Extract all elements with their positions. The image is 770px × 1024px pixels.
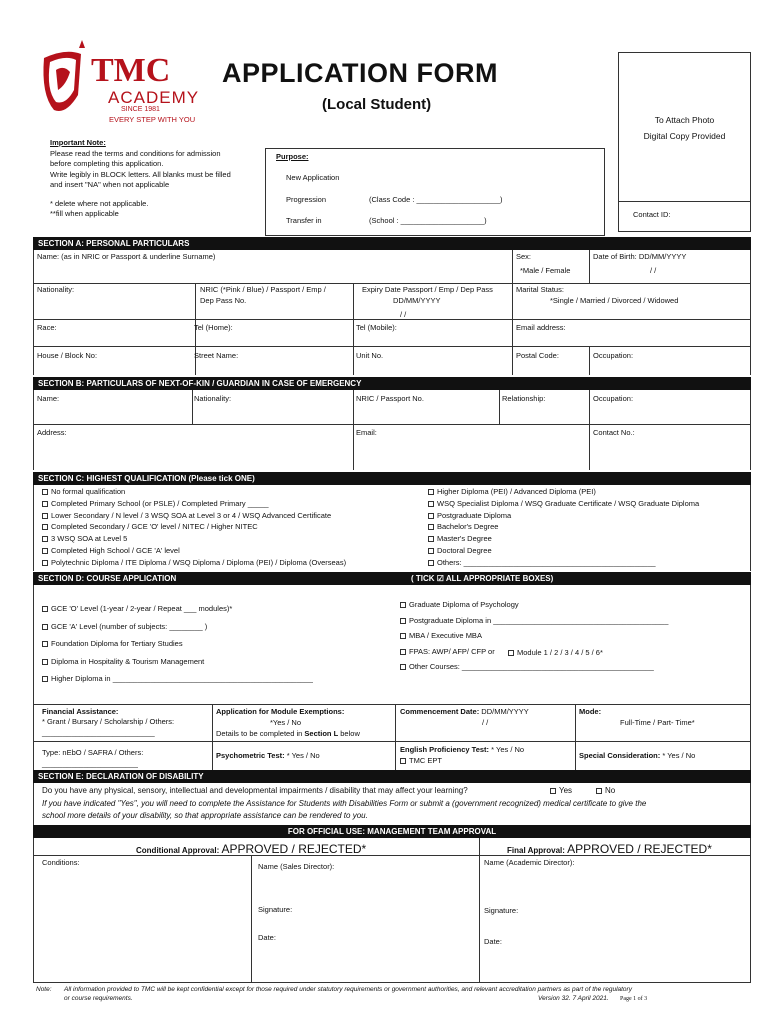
psycho-test[interactable]: Psychometric Test: * Yes / No xyxy=(216,751,320,760)
sex-label: Sex: xyxy=(516,252,532,261)
street-field[interactable]: Street Name: xyxy=(194,351,239,360)
checkbox[interactable] xyxy=(42,641,48,647)
class-code-field[interactable]: (Class Code : ____________________) xyxy=(369,195,503,204)
qualification-option-label: Polytechnic Diploma / ITE Diploma / WSQ Diploma / Diploma (PEI) / Diploma (Overseas) xyxy=(51,557,347,567)
race-field[interactable]: Race: xyxy=(37,323,57,332)
qualification-option-label: 3 WSQ SOA at Level 5 xyxy=(51,534,128,544)
section-a-header: SECTION A: PERSONAL PARTICULARS xyxy=(33,237,751,250)
module-ex-options[interactable]: *Yes / No xyxy=(270,718,301,727)
note-line: Please read the terms and conditions for admission xyxy=(50,148,221,158)
qualification-option-label: Others: ______________________________________________ xyxy=(437,557,656,567)
section-a-frame xyxy=(33,250,751,375)
checkbox[interactable] xyxy=(42,513,48,519)
qualification-option-label: Bachelor's Degree xyxy=(437,522,499,532)
note-delete: * delete where not applicable. xyxy=(50,198,149,208)
note-line: Write legibly in BLOCK letters. All blanks must be filled xyxy=(50,169,231,179)
marital-label: Marital Status: xyxy=(516,285,564,294)
qualification-option[interactable] xyxy=(42,511,331,521)
purpose-progression[interactable]: Progression xyxy=(286,195,327,204)
contact-id-label: Contact ID: xyxy=(633,210,671,219)
course-option[interactable] xyxy=(400,631,482,641)
purpose-heading: Purpose: xyxy=(276,152,309,161)
dob-label: Date of Birth: DD/MM/YYYY xyxy=(593,252,687,261)
qualification-option[interactable] xyxy=(428,546,492,556)
qualification-option-label: Completed High School / GCE 'A' level xyxy=(51,546,180,555)
checkbox[interactable] xyxy=(428,513,434,519)
commence-field[interactable]: / / xyxy=(482,718,489,727)
kin-nationality-field[interactable]: Nationality: xyxy=(194,394,232,403)
module-ex-label: Application for Module Exemptions: xyxy=(216,707,345,716)
kin-nric-field[interactable]: NRIC / Passport No. xyxy=(356,394,424,403)
course-option-label: Graduate Diploma of Psychology xyxy=(409,600,519,609)
logo-text: TMC xyxy=(91,52,171,89)
course-option-label: FPAS: AWP/ AFP/ CFP or xyxy=(409,646,495,656)
note-fill: **fill when applicable xyxy=(50,209,119,218)
qualification-option-label: Doctoral Degree xyxy=(437,546,492,555)
type-blank[interactable]: _______________________ xyxy=(42,759,138,768)
course-option-label: MBA / Executive MBA xyxy=(409,631,482,641)
date-right[interactable]: Date: xyxy=(484,937,502,946)
date-left[interactable]: Date: xyxy=(258,933,276,942)
note-line: and insert "NA" when not applicable xyxy=(50,180,170,189)
official-frame xyxy=(33,838,751,983)
school-field[interactable]: (School : ____________________) xyxy=(369,216,487,225)
checkbox[interactable] xyxy=(42,560,48,566)
qualification-option[interactable] xyxy=(428,522,498,532)
checkbox[interactable] xyxy=(550,788,556,794)
nric-label: NRIC (*Pink / Blue) / Passport / Emp / xyxy=(200,285,326,294)
note-line: before completing this application. xyxy=(50,159,164,168)
photo-box[interactable] xyxy=(618,52,751,232)
footer-note-2: or course requirements. xyxy=(64,995,133,1002)
checkbox[interactable] xyxy=(428,536,434,542)
kin-address-field[interactable]: Address: xyxy=(37,428,67,437)
logo-tagline: EVERY STEP WITH YOU xyxy=(109,115,196,124)
course-option-label: Foundation Diploma for Tertiary Studies xyxy=(51,639,183,648)
qualification-option-label: Master's Degree xyxy=(437,534,492,544)
purpose-new-label: New Application xyxy=(286,173,340,182)
checkbox[interactable] xyxy=(400,664,406,670)
email-field[interactable]: Email address: xyxy=(516,323,566,332)
checkbox[interactable] xyxy=(428,548,434,554)
purpose-box xyxy=(265,148,605,236)
logo-sub: ACADEMY xyxy=(108,88,200,107)
course-option[interactable] xyxy=(400,600,519,610)
course-option[interactable] xyxy=(400,647,495,657)
tel-home-field[interactable]: Tel (Home): xyxy=(194,323,233,332)
form-subtitle: (Local Student) xyxy=(322,96,432,113)
marital-options[interactable]: *Single / Married / Divorced / Widowed xyxy=(550,296,679,305)
sex-options[interactable]: *Male / Female xyxy=(520,266,571,275)
checkbox[interactable] xyxy=(42,501,48,507)
signature-left[interactable]: Signature: xyxy=(258,905,293,914)
course-option[interactable] xyxy=(42,622,207,632)
qualification-option[interactable] xyxy=(42,558,346,568)
academic-director-field[interactable]: Name (Academic Director): xyxy=(484,858,575,867)
course-option-label: Postgraduate Diploma in __________________________________________ xyxy=(409,615,669,625)
name-field[interactable]: Name: (as in NRIC or Passport & underline Surname) xyxy=(37,252,216,261)
module-label: Module 1 / 2 / 3 / 4 / 5 / 6* xyxy=(517,648,603,657)
signature-right[interactable]: Signature: xyxy=(484,906,519,915)
mode-label: Mode: xyxy=(579,707,602,716)
logo-since: SINCE 1981 xyxy=(121,106,160,113)
kin-name-field[interactable]: Name: xyxy=(37,394,60,403)
fin-assist-label: Financial Assistance: xyxy=(42,707,119,716)
nationality-field[interactable]: Nationality: xyxy=(37,285,75,294)
final-approval[interactable]: Final Approval: APPROVED / REJECTED* xyxy=(507,842,712,856)
fpas-module[interactable] xyxy=(508,648,603,658)
nric-label-2: Dep Pass No. xyxy=(200,296,247,305)
checkbox[interactable] xyxy=(42,676,48,682)
purpose-new-app[interactable] xyxy=(286,173,339,182)
purpose-transfer[interactable]: Transfer in xyxy=(286,216,322,225)
checkbox[interactable] xyxy=(400,602,406,608)
fin-assist-blank[interactable]: ___________________________ xyxy=(42,728,155,737)
disability-note-2: school more details of your disability, so that appropriate assistance can be rendered to you. xyxy=(42,811,368,820)
checkbox[interactable] xyxy=(42,659,48,665)
section-d-title: SECTION D: COURSE APPLICATION xyxy=(38,574,177,583)
expiry-label: Expiry Date Passport / Emp / Dep Pass xyxy=(362,285,493,294)
footer-version: Version 32. 7 April 2021. xyxy=(538,995,609,1002)
dob-field[interactable]: / / xyxy=(650,266,657,275)
footer-note-1: All information provided to TMC will be kept confidential except for those required under statutory requirements or government authorities, and relevant accreditation partners as part of the regulatory xyxy=(64,986,632,993)
photo-line2: Digital Copy Provided xyxy=(643,131,726,141)
kin-occupation-field[interactable]: Occupation: xyxy=(593,394,634,403)
checkbox[interactable] xyxy=(42,624,48,630)
checkbox[interactable] xyxy=(508,650,514,656)
qualification-option[interactable] xyxy=(428,558,656,568)
course-option-label: GCE 'A' Level (number of subjects: ________ ) xyxy=(51,621,208,631)
qualification-option-label: Completed Primary School (or PSLE) / Completed Primary _____ xyxy=(51,498,269,508)
checkbox[interactable] xyxy=(42,606,48,612)
note-heading: Important Note: xyxy=(50,138,106,147)
checkbox[interactable] xyxy=(42,489,48,495)
course-option-label: GCE 'O' Level (1-year / 2-year / Repeat ___ modules)* xyxy=(51,604,233,613)
expiry-field[interactable]: / / xyxy=(400,310,407,319)
qualification-option[interactable] xyxy=(428,487,596,497)
checkbox[interactable] xyxy=(42,524,48,530)
course-option[interactable] xyxy=(42,604,232,614)
special-consideration[interactable]: Special Consideration: * Yes / No xyxy=(579,751,696,760)
qualification-option[interactable] xyxy=(42,499,269,509)
form-title: APPLICATION FORM xyxy=(222,58,498,88)
expiry-format: DD/MM/YYYY xyxy=(393,296,441,305)
eng-test[interactable]: English Proficiency Test: * Yes / No xyxy=(400,745,525,754)
qualification-option[interactable] xyxy=(428,499,699,509)
checkbox[interactable] xyxy=(42,536,48,542)
section-d-header xyxy=(33,572,751,585)
unit-field[interactable]: Unit No. xyxy=(356,351,384,360)
qualification-option[interactable] xyxy=(42,534,127,544)
tick-instruction: ( TICK ☑ ALL APPROPRIATE BOXES) xyxy=(411,574,554,583)
qualification-option-label: Higher Diploma (PEI) / Advanced Diploma (PEI) xyxy=(437,487,596,496)
section-c-header: SECTION C: HIGHEST QUALIFICATION (Please tick ONE) xyxy=(33,472,751,485)
official-header: FOR OFFICIAL USE: MANAGEMENT TEAM APPROVAL xyxy=(33,825,751,838)
type-options[interactable]: Type: nEbO / SAFRA / Others: xyxy=(42,748,144,757)
conditional-approval[interactable]: Conditional Approval: APPROVED / REJECTED* xyxy=(136,842,367,856)
qualification-option-label: No formal qualification xyxy=(51,487,126,496)
sales-director-field[interactable]: Name (Sales Director): xyxy=(258,862,335,871)
tmc-logo xyxy=(36,40,211,125)
mode-options[interactable]: Full-Time / Part- Time* xyxy=(620,718,695,727)
checkbox[interactable] xyxy=(400,633,406,639)
tmc-ept[interactable]: TMC EPT xyxy=(400,756,442,766)
module-ex-details: Details to be completed in Section L below xyxy=(216,729,360,738)
photo-line1: To Attach Photo xyxy=(654,115,715,125)
qualification-option[interactable] xyxy=(42,487,125,497)
important-note xyxy=(50,138,260,220)
checkbox[interactable] xyxy=(428,524,434,530)
qualification-option[interactable] xyxy=(428,534,492,544)
kin-contact-field[interactable]: Contact No.: xyxy=(593,428,635,437)
disability-note-1: If you have indicated "Yes", you will need to complete the Assistance for Students with Disabilities Form or submit a (government recognized) medical certificate to give the xyxy=(42,799,647,808)
checkbox[interactable] xyxy=(428,489,434,495)
course-option-label: Other Courses: ______________________________________________ xyxy=(409,662,654,672)
qualification-option-label: Completed Secondary / GCE 'O' level / NITEC / Higher NITEC xyxy=(51,522,258,532)
footer-note-label: Note: xyxy=(36,986,52,993)
qualification-option[interactable] xyxy=(428,511,511,521)
footer-page: Page 1 of 3 xyxy=(620,996,648,1002)
fin-assist-options[interactable]: * Grant / Bursary / Scholarship / Others: xyxy=(42,717,175,726)
disability-yes[interactable]: Yes xyxy=(550,786,572,796)
qualification-option-label: Lower Secondary / N level / 3 WSQ SOA at Level 3 or 4 / WSQ Advanced Certificate xyxy=(51,510,332,520)
checkbox[interactable] xyxy=(596,788,602,794)
disability-question: Do you have any physical, sensory, intellectual and developmental impairments / disability that may affect your learning? xyxy=(42,786,468,795)
qualification-option-label: Postgraduate Diploma xyxy=(437,510,512,520)
occupation-field[interactable]: Occupation: xyxy=(593,351,634,360)
qualification-option[interactable] xyxy=(42,546,180,556)
kin-email-field[interactable]: Email: xyxy=(356,428,377,437)
postal-field[interactable]: Postal Code: xyxy=(516,351,559,360)
checkbox[interactable] xyxy=(400,758,406,764)
checkbox[interactable] xyxy=(428,560,434,566)
course-option[interactable] xyxy=(42,674,313,684)
tel-mobile-field[interactable]: Tel (Mobile): xyxy=(356,323,397,332)
course-option-label: Higher Diploma in ________________________________________________ xyxy=(51,674,313,683)
section-b-header: SECTION B: PARTICULARS OF NEXT-OF-KIN / GUARDIAN IN CASE OF EMERGENCY xyxy=(33,377,751,390)
disability-no[interactable]: No xyxy=(596,786,615,796)
checkbox[interactable] xyxy=(428,501,434,507)
course-option-label: Diploma in Hospitality & Tourism Management xyxy=(51,656,205,666)
course-option[interactable] xyxy=(42,639,183,649)
commence-label: Commencement Date: DD/MM/YYYY xyxy=(400,707,529,716)
checkbox[interactable] xyxy=(400,618,406,624)
qualification-option[interactable] xyxy=(42,522,258,532)
qualification-option-label: WSQ Specialist Diploma / WSQ Graduate Certificate / WSQ Graduate Diploma xyxy=(437,498,700,508)
course-option[interactable] xyxy=(42,657,204,667)
checkbox[interactable] xyxy=(42,548,48,554)
course-option[interactable] xyxy=(400,662,654,672)
kin-relationship-field[interactable]: Relationship: xyxy=(502,394,546,403)
section-e-header: SECTION E: DECLARATION OF DISABILITY xyxy=(33,770,751,783)
checkbox[interactable] xyxy=(400,649,406,655)
conditions-field[interactable]: Conditions: xyxy=(42,858,80,867)
course-option[interactable] xyxy=(400,616,668,626)
house-field[interactable]: House / Block No: xyxy=(37,351,98,360)
